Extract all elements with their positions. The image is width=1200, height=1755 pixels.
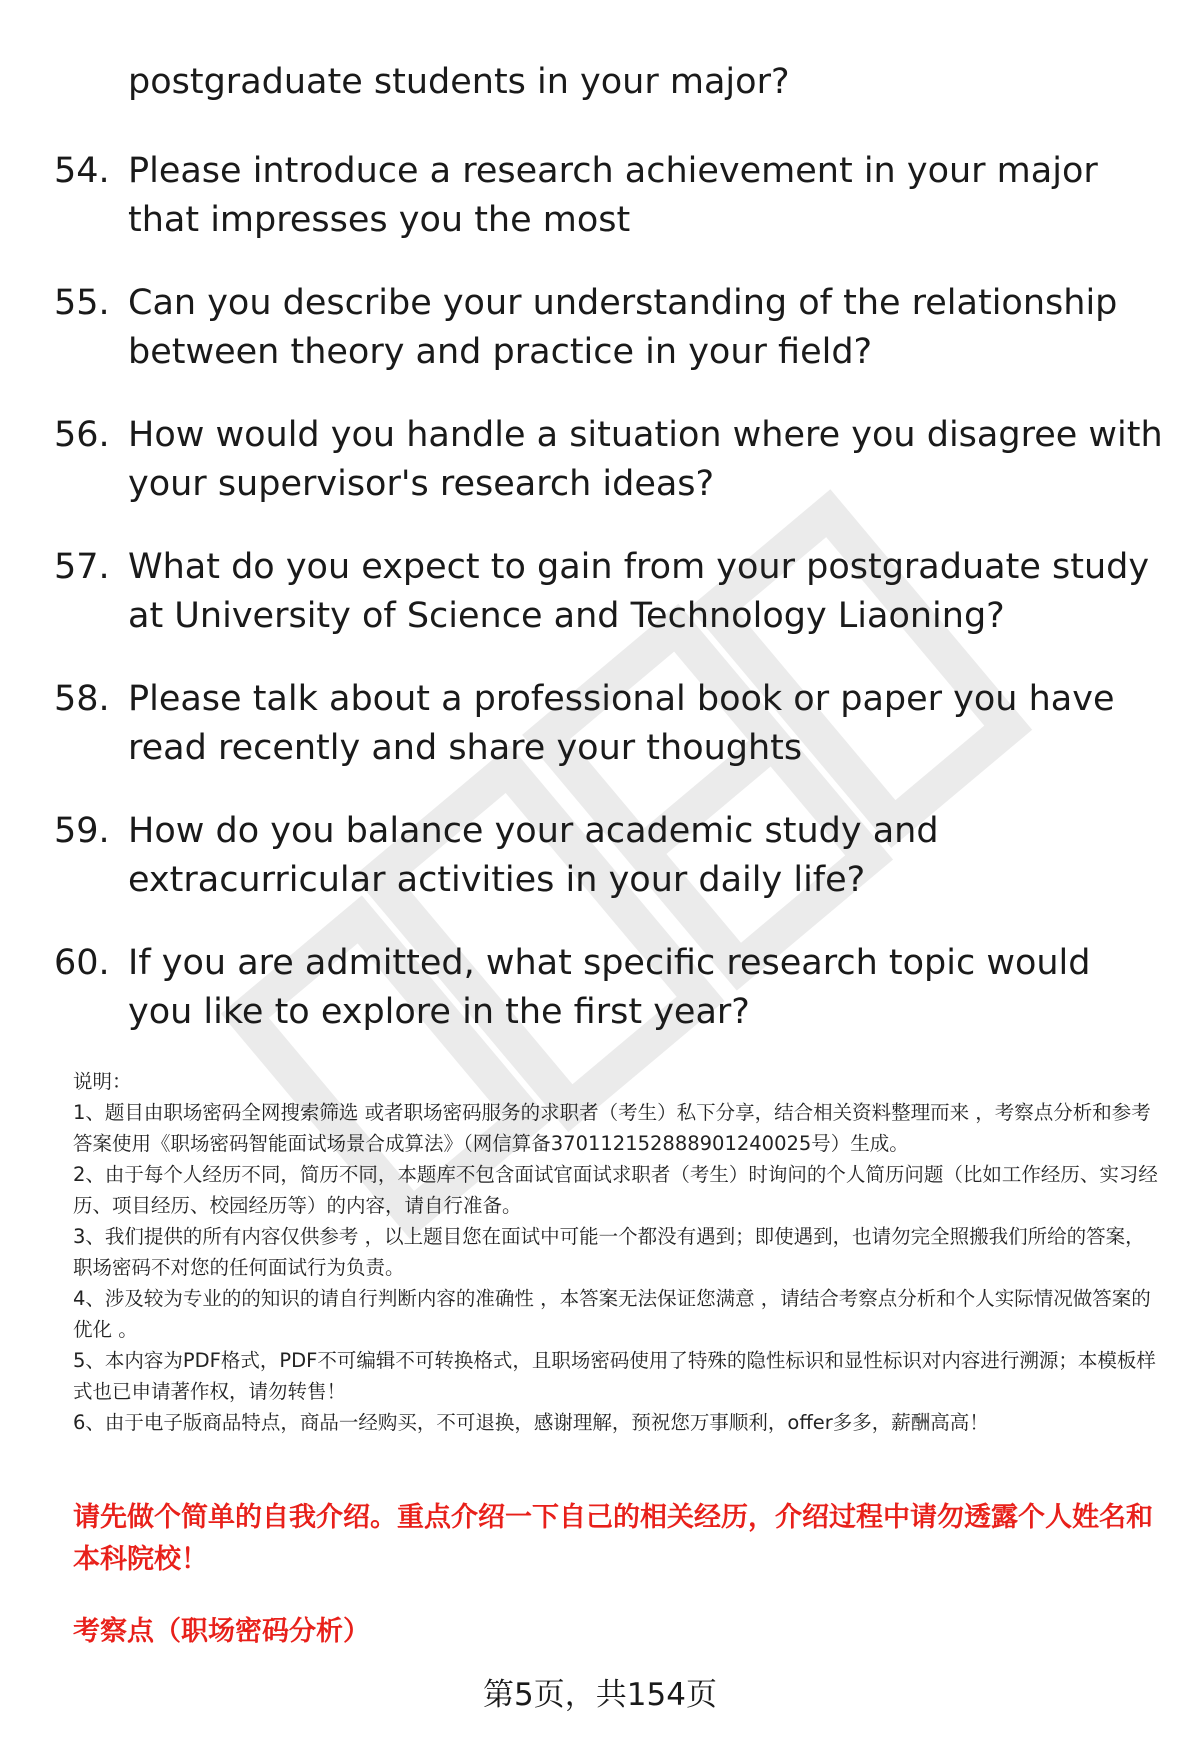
question-number: 57. bbox=[54, 547, 110, 587]
question-text: How do you balance your academic study and extracurricular activities in your daily life? bbox=[128, 811, 939, 900]
note-item: 5、本内容为PDF格式，PDF不可编辑不可转换格式，且职场密码使用了特殊的隐性标识和显性标识对内容进行溯源；本模板样式也已申请著作权，请勿转售！ bbox=[73, 1349, 1156, 1403]
question-item bbox=[54, 411, 1164, 509]
question-text: Please introduce a research achievement in your major that impresses you the most bbox=[128, 151, 1098, 240]
question-number: 56. bbox=[54, 415, 110, 455]
question-number: 55. bbox=[54, 283, 110, 323]
note-item: 1、题目由职场密码全网搜索筛选 或者职场密码服务的求职者（考生）私下分享，结合相关资料整理而来 ，考察点分析和参考答案使用《职场密码智能面试场景合成算法》（网信算备370112152888901240025号）生成。 bbox=[73, 1101, 1151, 1155]
question-item bbox=[54, 939, 1164, 1037]
question-text: How would you handle a situation where you disagree with your supervisor's research ideas? bbox=[128, 415, 1163, 504]
question-text: What do you expect to gain from your postgraduate study at University of Science and Technology Liaoning? bbox=[128, 547, 1150, 636]
note-item: 3、我们提供的所有内容仅供参考 ，以上题目您在面试中可能一个都没有遇到；即使遇到，也请勿完全照搬我们所给的答案，职场密码不对您的任何面试行为负责。 bbox=[73, 1225, 1145, 1279]
note-item: 4、涉及较为专业的的知识的请自行判断内容的准确性 ，本答案无法保证您满意 ，请结合考察点分析和个人实际情况做答案的优化 。 bbox=[73, 1287, 1151, 1341]
notes-section bbox=[73, 1066, 1163, 1438]
question-continuation bbox=[54, 58, 1164, 107]
question-item bbox=[54, 279, 1164, 377]
question-number: 58. bbox=[54, 679, 110, 719]
question-text: Can you describe your understanding of the relationship between theory and practice in your field? bbox=[128, 283, 1118, 372]
question-list bbox=[54, 58, 1164, 1037]
question-text: postgraduate students in your major? bbox=[128, 62, 790, 102]
question-number: 60. bbox=[54, 943, 110, 983]
section-heading: 考察点（职场密码分析） bbox=[73, 1616, 370, 1647]
question-item bbox=[54, 675, 1164, 773]
notes-heading: 说明： bbox=[73, 1070, 132, 1093]
page-number: 第5页，共154页 bbox=[483, 1677, 717, 1713]
question-text: Please talk about a professional book or paper you have read recently and share your thoughts bbox=[128, 679, 1115, 768]
intro-question: 请先做个简单的自我介绍。重点介绍一下自己的相关经历，介绍过程中请勿透露个人姓名和本科院校！ bbox=[73, 1502, 1153, 1575]
question-item bbox=[54, 147, 1164, 245]
question-text: If you are admitted, what specific research topic would you like to explore in the first year? bbox=[128, 943, 1091, 1032]
question-item bbox=[54, 807, 1164, 905]
question-item bbox=[54, 543, 1164, 641]
note-item: 2、由于每个人经历不同，简历不同，本题库不包含面试官面试求职者（考生）时询问的个人简历问题（比如工作经历、实习经历、项目经历、校园经历等）的内容，请自行准备。 bbox=[73, 1163, 1158, 1217]
note-item: 6、由于电子版商品特点，商品一经购买，不可退换，感谢理解，预祝您万事顺利，offer多多，薪酬高高！ bbox=[73, 1411, 989, 1434]
question-number: 54. bbox=[54, 151, 110, 191]
question-number: 59. bbox=[54, 811, 110, 851]
